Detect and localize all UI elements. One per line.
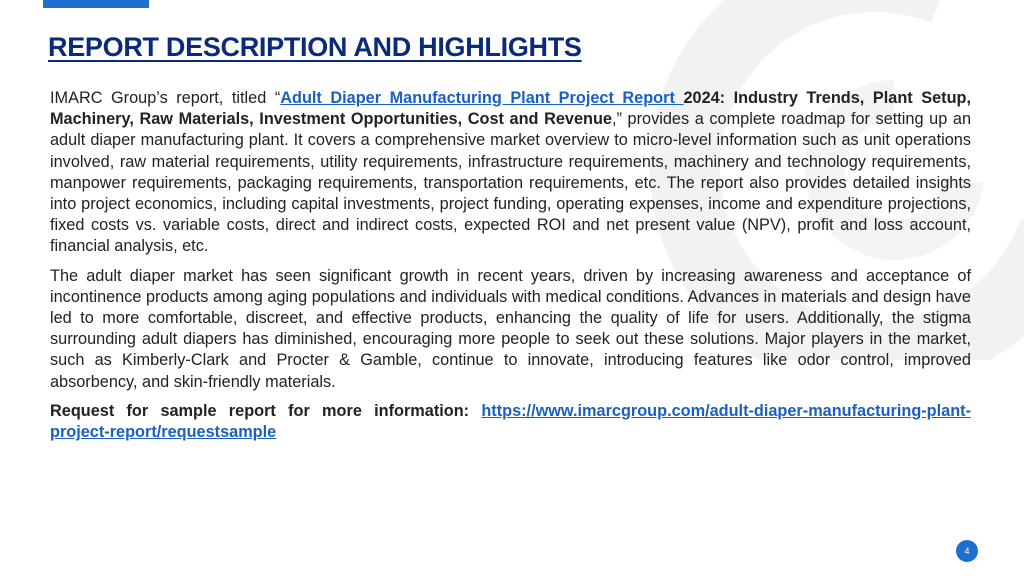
intro-text: IMARC Group’s report, titled “ [50, 89, 281, 107]
report-description [50, 88, 971, 451]
report-title-link[interactable]: Adult Diaper Manufacturing Plant Project Report [280, 89, 684, 107]
market-paragraph: The adult diaper market has seen significant growth in recent years, driven by increasing awareness and acceptance of incontinence products among aging populations and individuals with medical conditions. Advances in materials and design have led to more comfortable, discreet, and effective products, enhancing the quality of life for users. Additionally, the stigma surrounding adult diapers has diminished, encouraging more people to seek out these solutions. Major players in the market, such as Kimberly-Clark and Procter & Gamble, continue to innovate, introducing features like odor control, improved absorbency, and skin-friendly materials. [50, 266, 971, 391]
intro-paragraph [50, 88, 971, 258]
page-title: REPORT DESCRIPTION AND HIGHLIGHTS [48, 32, 582, 62]
request-sample-link[interactable]: https://www.imarcgroup.com/adult-diaper-manufacturing-plant-project-report/requestsample [50, 401, 971, 442]
intro-rest-text: ,” provides a complete roadmap for setting up an adult diaper manufacturing plant. It covers a comprehensive market overview to micro-level information such as unit operations involved, raw material requirements, utility requirements, infrastructure requirements, machinery and technology requirements, manpower requirements, packaging requirements, transportation requirements, etc. The report also provides detailed insights into project economics, including capital investments, project funding, operating expenses, income and expenditure projections, fixed costs vs. variable costs, direct and indirect costs, expected ROI and net present value (NPV), profit and loss account, financial analysis, etc. [50, 110, 971, 256]
top-accent-bar [43, 0, 149, 8]
report-title-bold: 2024: Industry Trends, Plant Setup, Machinery, Raw Materials, Investment Opportunities, Cost and Revenue [50, 89, 971, 129]
request-label: Request for sample report for more information: [50, 401, 482, 420]
request-paragraph [50, 401, 971, 443]
page-number-badge: 4 [956, 540, 978, 562]
